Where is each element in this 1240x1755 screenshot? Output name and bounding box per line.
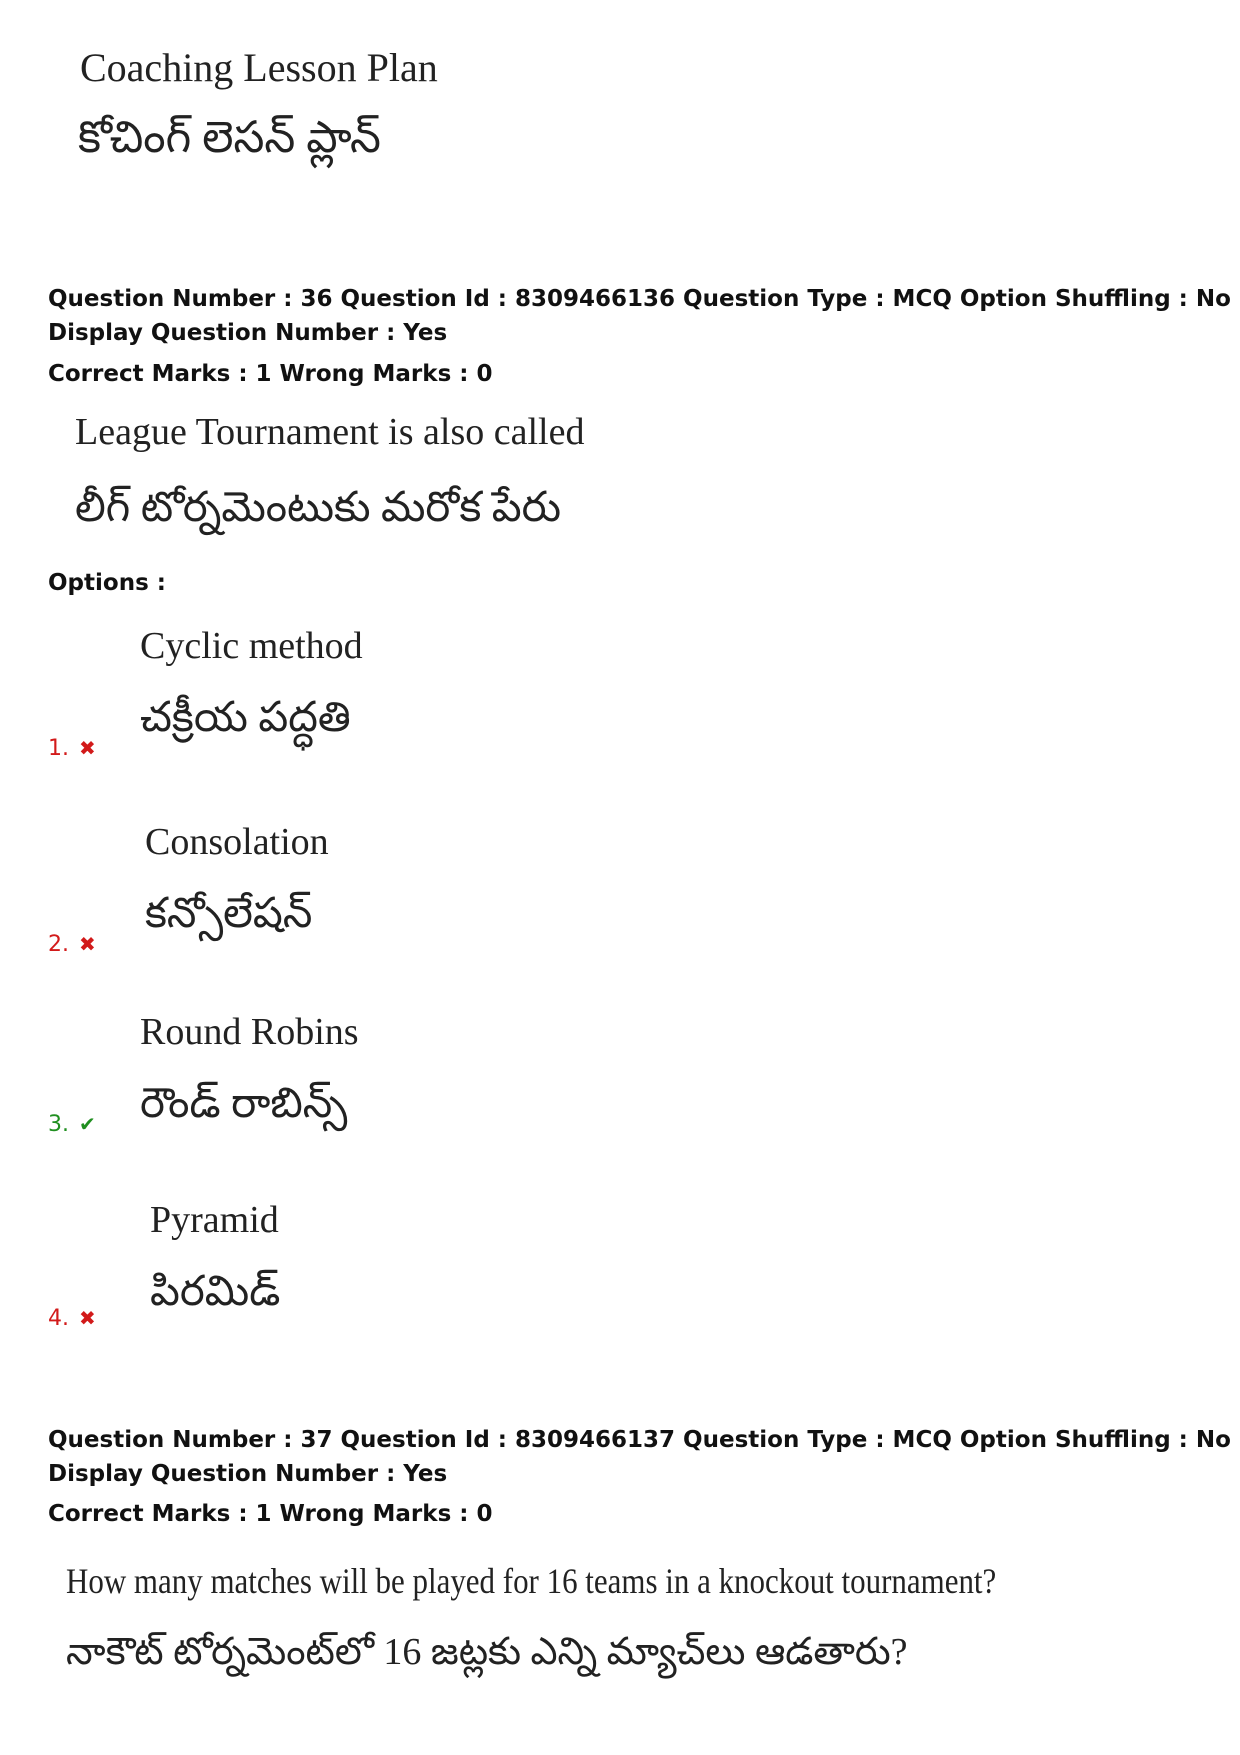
section-title-english: Coaching Lesson Plan — [80, 45, 438, 90]
cross-icon: ✖ — [79, 932, 96, 956]
question-display-line: Display Question Number : Yes — [48, 320, 448, 346]
option-text-english: Round Robins — [140, 1011, 359, 1053]
option-number — [48, 1112, 96, 1137]
option-number — [48, 1306, 96, 1331]
question-text-telugu: లీగ్ టోర్నమెంటుకు మరోక పేరు — [75, 485, 562, 531]
option-text-english: Cyclic method — [140, 625, 363, 667]
option-number-label: 2. — [48, 932, 69, 957]
question-text-telugu: నాకౌట్ టోర్నమెంట్‌లో 16 జట్లకు ఎన్ని మ్యాచ్‌లు ఆడతారు? — [66, 1631, 908, 1673]
option-text-english: Consolation — [145, 821, 329, 863]
option-text-telugu: చక్రీయ పద్ధతి — [140, 695, 351, 741]
option-number-label: 1. — [48, 736, 69, 761]
option-text-telugu: కన్సోలేషన్ — [145, 891, 313, 937]
section-title-telugu: కోచింగ్ లెసన్ ప్లాన్ — [78, 113, 381, 162]
question-display-line: Display Question Number : Yes — [48, 1461, 448, 1487]
cross-icon: ✖ — [79, 1306, 96, 1330]
check-icon: ✔ — [79, 1112, 96, 1136]
option-text-english: Pyramid — [150, 1199, 279, 1241]
cross-icon: ✖ — [79, 736, 96, 760]
option-text-telugu: పిరమిడ్ — [150, 1269, 281, 1315]
option-number — [48, 932, 96, 957]
option-number-label: 3. — [48, 1112, 69, 1137]
question-text-english: League Tournament is also called — [75, 411, 585, 453]
question-text-english: How many matches will be played for 16 teams in a knockout tournament? — [66, 1561, 997, 1601]
question-meta-line: Question Number : 37 Question Id : 8309466137 Question Type : MCQ Option Shuffling : No — [48, 1427, 1231, 1453]
option-number — [48, 736, 96, 761]
option-number-label: 4. — [48, 1306, 69, 1331]
option-text-telugu: రౌండ్ రాబిన్స్ — [140, 1081, 348, 1127]
question-marks-line: Correct Marks : 1 Wrong Marks : 0 — [48, 1501, 493, 1527]
question-marks-line: Correct Marks : 1 Wrong Marks : 0 — [48, 361, 493, 387]
options-label: Options : — [48, 570, 166, 596]
question-meta-line: Question Number : 36 Question Id : 8309466136 Question Type : MCQ Option Shuffling : No — [48, 286, 1231, 312]
